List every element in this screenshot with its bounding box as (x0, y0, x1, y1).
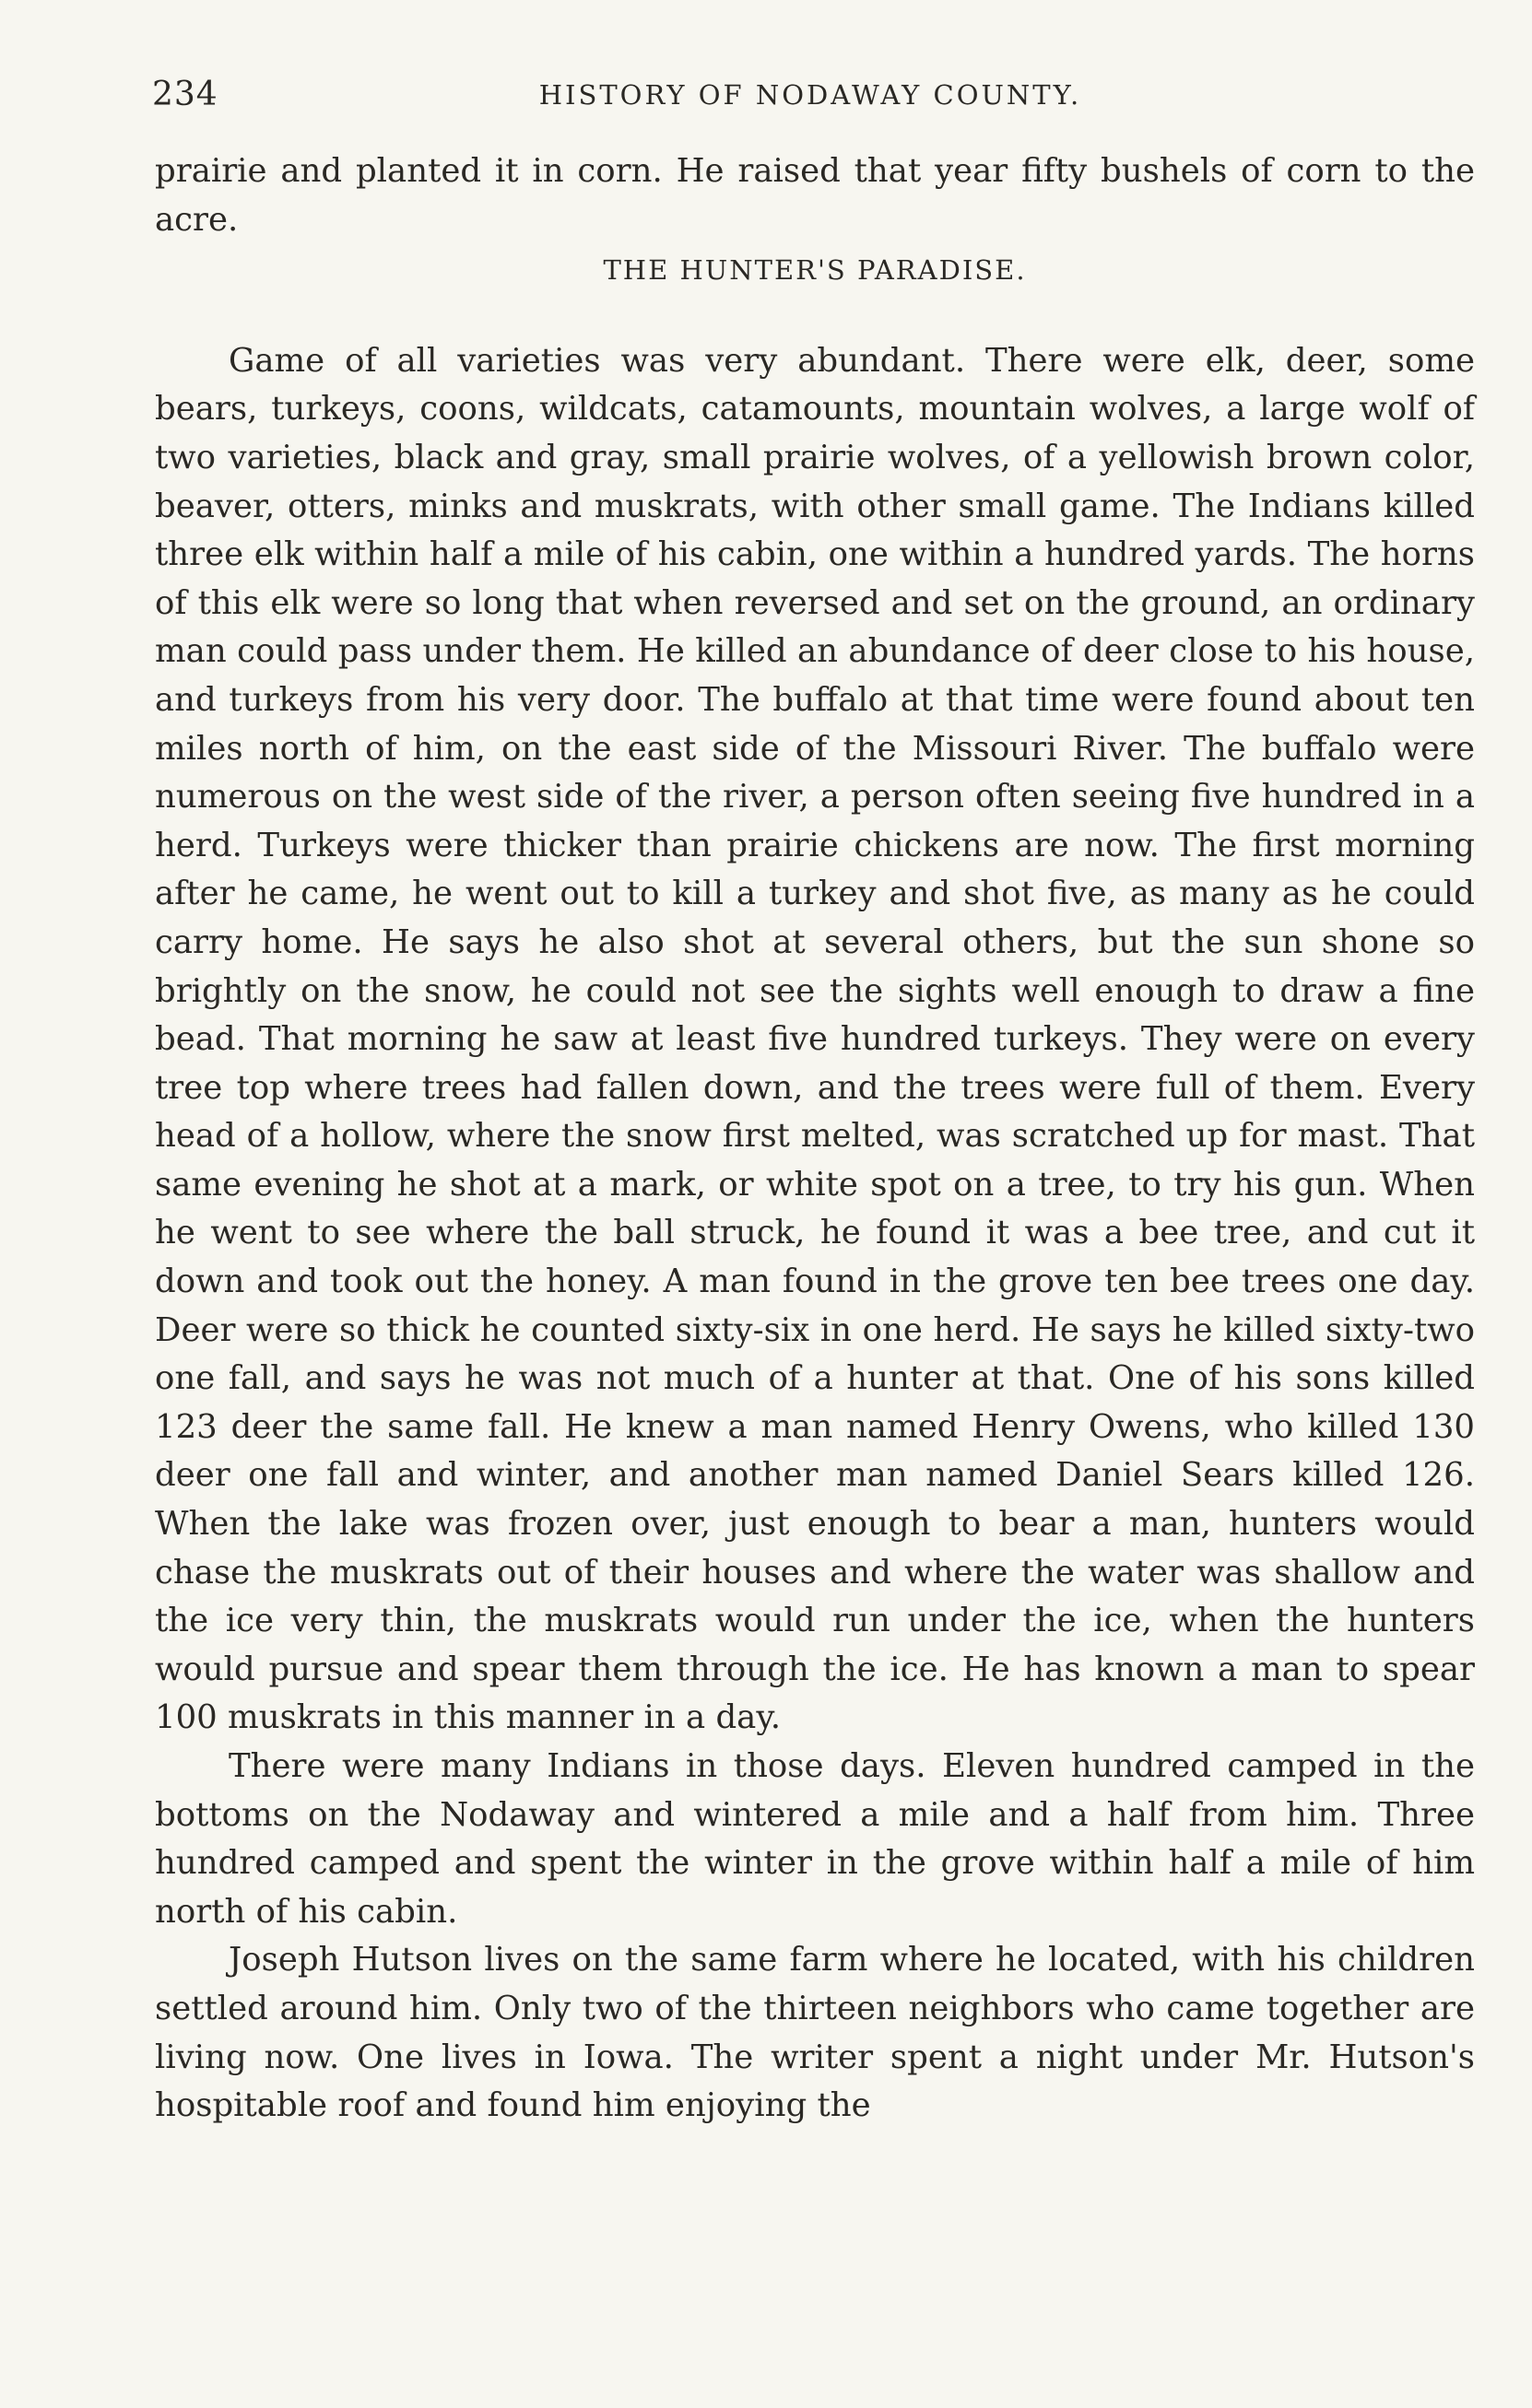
running-title: HISTORY OF NODAWAY COUNTY. (538, 79, 1082, 111)
paragraph-hutson: Joseph Hutson lives on the same farm where he located, with his children settled around him. Only two of the thirteen neighbors who came together are living now. One lives in Iowa. The writer spent a night under Mr. Hutson's hospitable roof and found him enjoying the (155, 1941, 1475, 2125)
paragraph-indians: There were many Indians in those days. Eleven hundred camped in the bottoms on the Nodaway and wintered a mile and a half from him. Three hundred camped and spent the winter in the grove within half a mile of him north of his cabin. (155, 1747, 1475, 1931)
section-heading: THE HUNTER'S PARADISE. (603, 254, 1027, 287)
page-number: 234 (152, 76, 218, 113)
body-text (155, 147, 1475, 2131)
paragraph-game: Game of all varieties was very abundant. There were elk, deer, some bears, turkeys, coons, wildcats, catamounts, mountain wolves, a large wolf of two varieties, black and gray, small prairie wolves, of a yellowish brown color, beaver, otters, minks and muskrats, with other small game. The Indians killed three elk within half a mile of his cabin, one within a hundred yards. The horns of this elk were so long that when reversed and set on the ground, an ordinary man could pass under them. He killed an abundance of deer close to his house, and turkeys from his very door. The buffalo at that time were found about ten miles north of him, on the east side of the Missouri River. The buffalo were numerous on the west side of the river, a person often seeing five hundred in a herd. Turkeys were thicker than prairie chickens are now. The first morning after he came, he went out to kill a turkey and shot five, as many as he could carry home. He says he also shot at several others, but the sun shone so brightly on the snow, he could not see the sights well enough to draw a fine bead. That morning he saw at least five hundred turkeys. They were on every tree top where trees had fallen down, and the trees were full of them. Every head of a hollow, where the snow first melted, was scratched up for mast. That same evening he shot at a mark, or white spot on a tree, to try his gun. When he went to see where the ball struck, he found it was a bee tree, and cut it down and took out the honey. A man found in the grove ten bee trees one day. Deer were so thick he counted sixty-six in one herd. He says he killed sixty-two one fall, and says he was not much of a hunter at that. One of his sons killed 123 deer the same fall. He knew a man named Henry Owens, who killed 130 deer one fall and winter, and another man named Daniel Sears killed 126. When the lake was frozen over, just enough to bear a man, hunters would chase the muskrats out of their houses and where the water was shallow and the ice very thin, the muskrats would run under the ice, when the hunters would pursue and spear them through the ice. He has known a man to spear 100 muskrats in this manner in a day. (155, 341, 1475, 1737)
running-head (152, 72, 1468, 118)
opening-paragraph: prairie and planted it in corn. He raised that year fifty bushels of corn to the acre. (155, 152, 1475, 239)
